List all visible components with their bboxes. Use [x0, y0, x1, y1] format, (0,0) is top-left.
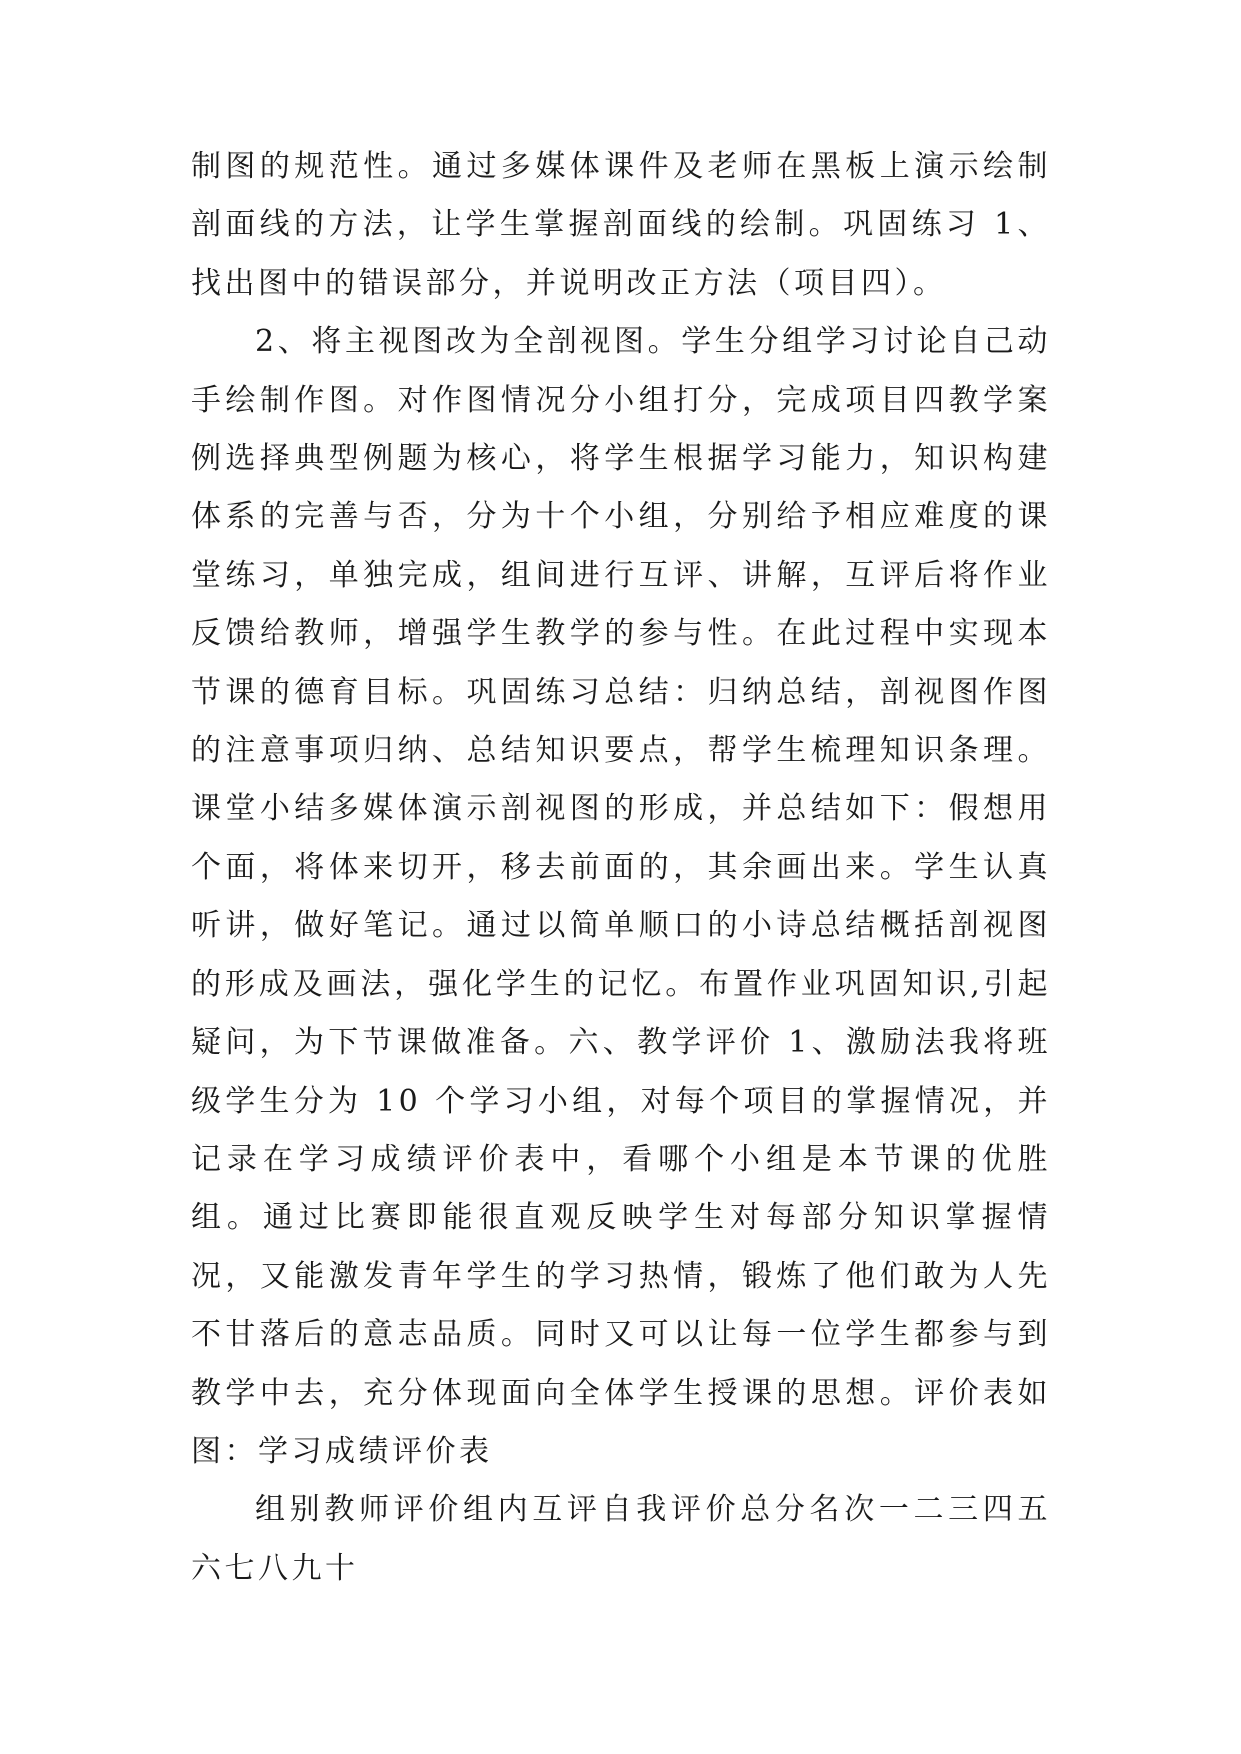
document-body — [191, 138, 1051, 1598]
paragraph-3: 组别教师评价组内互评自我评价总分名次一二三四五六七八九十 — [191, 1492, 1051, 1586]
paragraph-1: 制图的规范性。通过多媒体课件及老师在黑板上演示绘制剖面线的方法，让学生掌握剖面线的绘制。巩固练习 1、找出图中的错误部分，并说明改正方法（项目四）。 — [191, 149, 1051, 301]
paragraph-2: 2、将主视图改为全剖视图。学生分组学习讨论自己动手绘制作图。对作图情况分小组打分，完成项目四教学案例选择典型例题为核心，将学生根据学习能力，知识构建体系的完善与否，分为十个小组，分别给予相应难度的课堂练习，单独完成，组间进行互评、讲解，互评后将作业反馈给教师，增强学生教学的参与性。在此过程中实现本节课的德育目标。巩固练习总结：归纳总结，剖视图作图的注意事项归纳、总结知识要点，帮学生梳理知识条理。课堂小结多媒体演示剖视图的形成，并总结如下：假想用个面，将体来切开，移去前面的，其余画出来。学生认真听讲，做好笔记。通过以简单顺口的小诗总结概括剖视图的形成及画法，强化学生的记忆。布置作业巩固知识,引起疑问，为下节课做准备。六、教学评价 1、激励法我将班级学生分为 10 个学习小组，对每个项目的掌握情况，并记录在学习成绩评价表中，看哪个小组是本节课的优胜组。通过比赛即能很直观反映学生对每部分知识掌握情况，又能激发青年学生的学习热情，锻炼了他们敢为人先不甘落后的意志品质。同时又可以让每一位学生都参与到教学中去，充分体现面向全体学生授课的思想。评价表如图：学习成绩评价表 — [191, 324, 1051, 1469]
